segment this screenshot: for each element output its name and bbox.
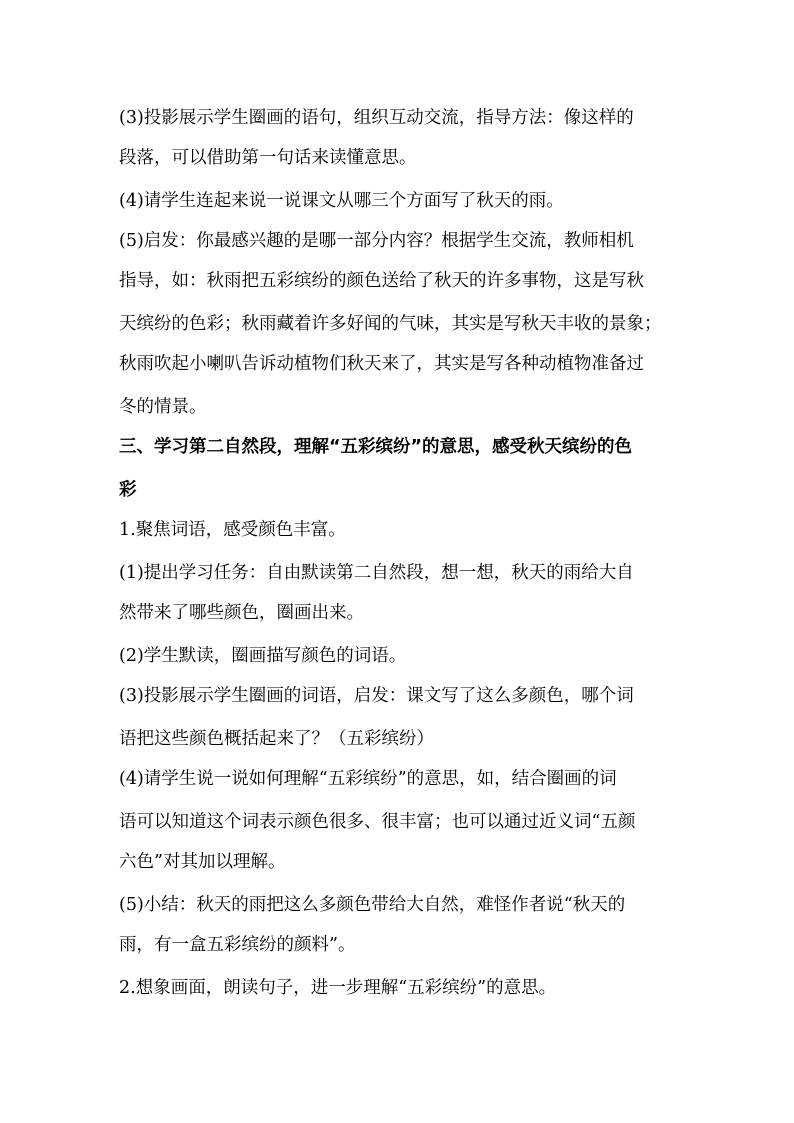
text-line: 语可以知道这个词表示颜色很多、很丰富；也可以通过近义词“五颜: [119, 812, 636, 832]
text-line: (4)请学生说一说如何理解“五彩缤纷”的意思，如，结合圈画的词: [119, 769, 617, 789]
text-line: (2)学生默读，圈画描写颜色的词语。: [119, 646, 407, 666]
text-line: 雨，有一盒五彩缤纷的颜料”。: [119, 935, 356, 955]
text-line: (5)小结：秋天的雨把这么多颜色带给大自然，难怪作者说“秋天的: [119, 895, 626, 915]
text-line: 秋雨吹起小喇叭告诉动植物们秋天来了，其实是写各种动植物准备过: [119, 354, 644, 374]
section-heading: 三、学习第二自然段，理解“五彩缤纷”的意思，感受秋天缤纷的色: [119, 437, 633, 457]
text-line: 指导，如：秋雨把五彩缤纷的颜色送给了秋天的许多事物，这是写秋: [119, 271, 644, 291]
text-line: (3)投影展示学生圈画的语句，组织互动交流，指导方法：像这样的: [119, 108, 634, 128]
text-line: 2.想象画面，朗读句子，进一步理解“五彩缤纷”的意思。: [119, 978, 557, 998]
text-line: 语把这些颜色概括起来了？（五彩缤纷）: [119, 729, 434, 749]
text-line: 六色”对其加以理解。: [119, 852, 286, 872]
text-line: 天缤纷的色彩；秋雨藏着许多好闻的气味，其实是写秋天丰收的景象；: [119, 314, 662, 334]
text-line: (3)投影展示学生圈画的词语，启发：课文写了这么多颜色，哪个词: [119, 686, 634, 706]
text-line: 1.聚焦词语，感受颜色丰富。: [119, 520, 346, 540]
text-line: 然带来了哪些颜色，圈画出来。: [119, 603, 364, 623]
text-line: (5)启发：你最感兴趣的是哪一部分内容？根据学生交流，教师相机: [119, 231, 634, 251]
text-line: 段落，可以借助第一句话来读懂意思。: [119, 148, 417, 168]
section-heading-continuation: 彩: [119, 480, 137, 500]
text-line: 冬的情景。: [119, 397, 207, 417]
text-line: (4)请学生连起来说一说课文从哪三个方面写了秋天的雨。: [119, 191, 564, 211]
text-line: (1)提出学习任务：自由默读第二自然段，想一想，秋天的雨给大自: [119, 563, 634, 583]
